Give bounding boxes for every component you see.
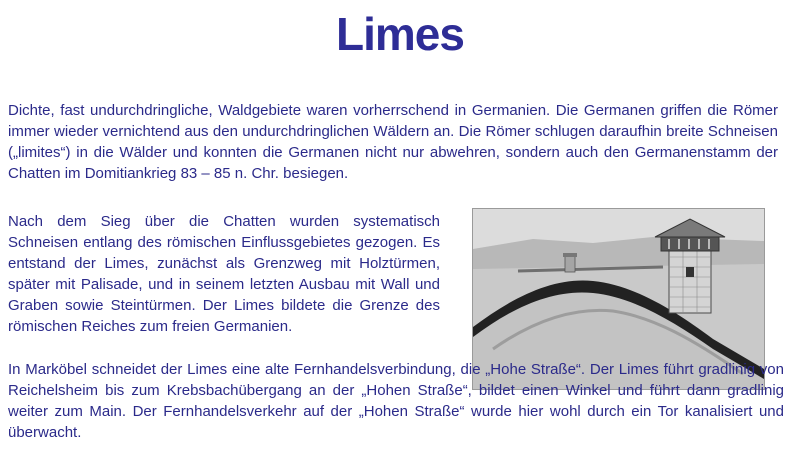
markoebel-paragraph: In Marköbel schneidet der Limes eine alte Fernhandelsverbindung, die „Hohe Straße“. Der Limes führt gradlinig von Reichelsheim bis zum Krebsbachübergang an der „Hohen Straße“, bildet einen Winkel und führt dann gradlinig weiter zum Main. Der Fernhandelsverkehr auf der „Hohen Straße“ wurde hier wohl durch ein Tor kanalisiert und überwacht.	[8, 361, 784, 441]
limes-paragraph: Nach dem Sieg über die Chatten wurden systematisch Schneisen entlang des römischen Einflussgebietes gezogen. Es entstand der Limes, zunächst als Grenzweg mit Holztürmen, später mit Palisade, und in seinem letzten Ausbau mit Wall und Graben sowie Steintürmen. Der Limes bildete die Grenze des römischen Reiches zum freien Germanien.	[8, 213, 440, 335]
page-title: Limes	[336, 8, 464, 60]
intro-paragraph: Dichte, fast undurchdringliche, Waldgebiete waren vorherrschend in Germanien. Die Germanen griffen die Römer immer wieder vernichtend aus den undurchdringlichen Wäldern an. Die Römer schlugen daraufhin breite Schneisen („limites“) in die Wälder und konnten die Germanen nicht nur abwehren, sondern auch den Germanenstamm der Chatten im Domitiankrieg 83 – 85 n. Chr. besiegen.	[8, 102, 778, 182]
